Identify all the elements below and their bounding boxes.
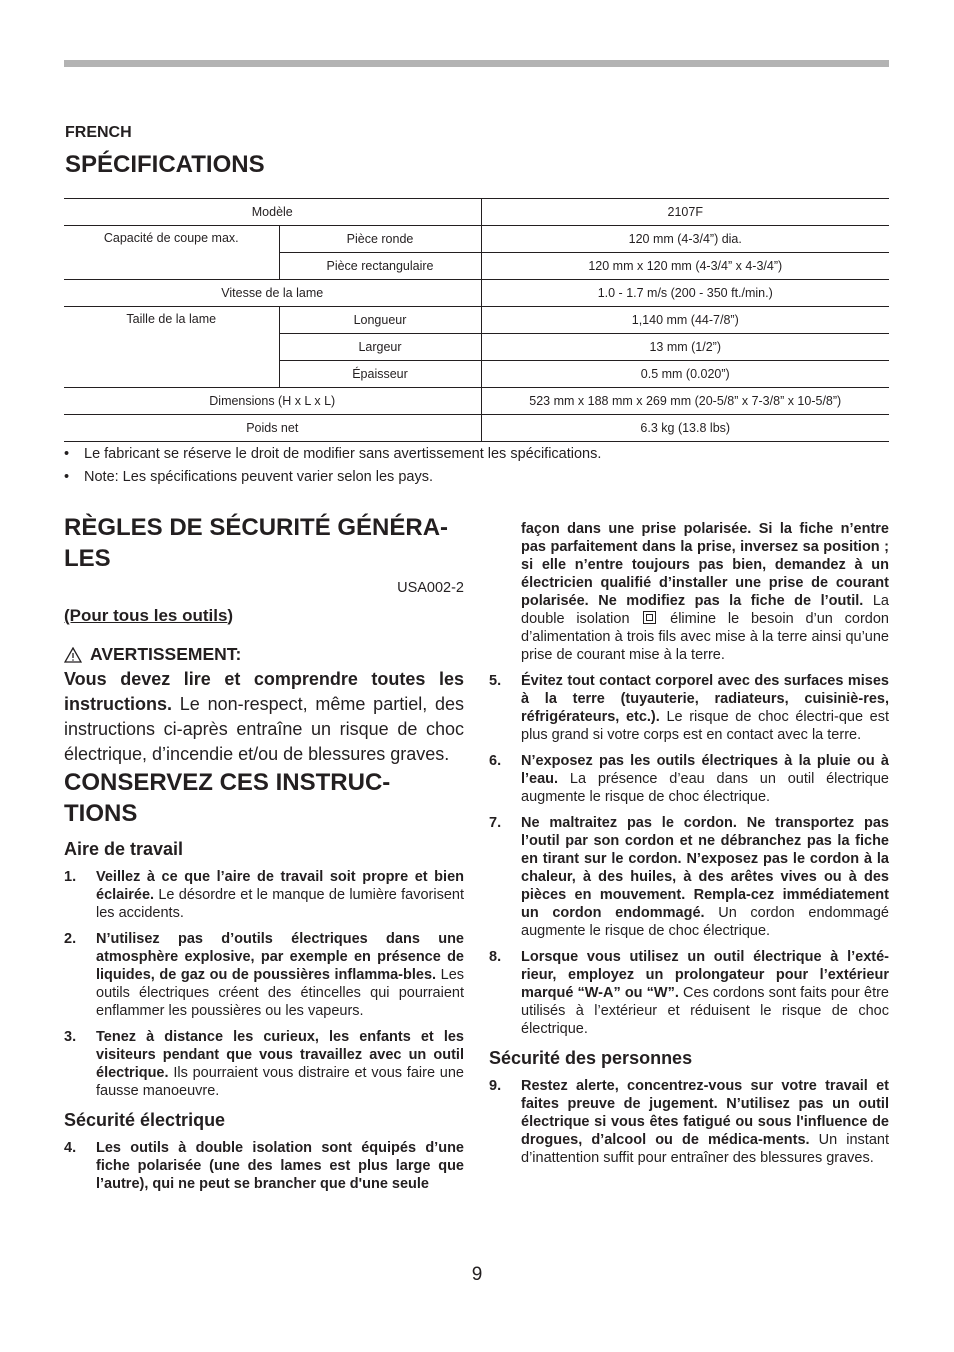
- table-cell: 6.3 kg (13.8 lbs): [481, 415, 889, 442]
- table-cell: 13 mm (1/2”): [481, 334, 889, 361]
- list-item: 3. Tenez à distance les curieux, les enfants et les visiteurs pendant que vous travaillez avec un outil électrique. Ils pourraient vous distraire et vous faire une fausse manoeuvre.: [64, 1029, 464, 1099]
- table-cell: Dimensions (H x L x L): [64, 388, 481, 415]
- page-title: SPÉCIFICATIONS: [65, 151, 265, 178]
- table-cell: Taille de la lame: [64, 307, 279, 388]
- rules-subtitle: (Pour tous les outils): [64, 606, 234, 625]
- specifications-table: [64, 198, 889, 442]
- table-row: [64, 307, 889, 334]
- table-cell: Pièce rectangulaire: [279, 253, 481, 280]
- table-cell: Largeur: [279, 334, 481, 361]
- warning-heading: AVERTISSEMENT:: [64, 644, 464, 665]
- table-cell: Poids net: [64, 415, 481, 442]
- list-item: 6. N’exposez pas les outils électriques à la pluie ou à l’eau. La présence d’eau dans un outil électrique augmente le risque de choc électrique.: [489, 753, 889, 805]
- page-number: 9: [471, 1264, 483, 1285]
- table-cell: Capacité de coupe max.: [64, 226, 279, 280]
- table-cell: 1,140 mm (44-7/8”): [481, 307, 889, 334]
- table-cell: 1.0 - 1.7 m/s (200 - 350 ft./min.): [481, 280, 889, 307]
- list-item: 4. Les outils à double isolation sont équipés d’une fiche polarisée (une des lames est plus large que l’autre), qui ne peut se brancher que d'une seule: [64, 1140, 464, 1192]
- list-item: 7. Ne maltraitez pas le cordon. Ne transportez pas l’outil par son cordon et ne débranchez pas la fiche en tirant sur le cordon. N’exposez pas le cordon à la chaleur, à des huiles, à des arêtes vives ou à des pièces en mouvement. Rempla-cez immédiatement un cordon endommagé. Un cordon endommagé augmente le risque de choc électrique.: [489, 815, 890, 939]
- list-item: 1. Veillez à ce que l’aire de travail soit propre et bien éclairée. Le désordre et le manque de lumière favorisent les accidents.: [64, 869, 465, 921]
- table-row: [64, 388, 889, 415]
- table-cell: Longueur: [279, 307, 481, 334]
- warning-text: Vous devez lire et comprendre toutes les instructions. Le non-respect, même partiel, des instructions ci-après entraîne un risque de choc électrique, d’incendie et/ou de blessures graves.: [64, 669, 464, 764]
- bullet-icon: •: [64, 469, 70, 485]
- spec-notes: [64, 443, 894, 489]
- table-cell: 2107F: [481, 199, 889, 226]
- left-column: [64, 512, 464, 1201]
- document-code: USA002-2: [397, 580, 464, 596]
- list-item: • Le fabricant se réserve le droit de modifier sans avertissement les spécifications.: [64, 443, 894, 466]
- table-row: [64, 226, 889, 253]
- list-item: • Note: Les spécifications peuvent varier selon les pays.: [64, 466, 894, 489]
- section-heading-personal: Sécurité des personnes: [489, 1048, 693, 1068]
- list-item: 5. Évitez tout contact corporel avec des surfaces mises à la terre (tuyauterie, radiateurs, cuisiniè-res, réfrigérateurs, etc.). Le risque de choc électri-que est plus grand si votre corps est en contact avec la terre.: [489, 673, 889, 743]
- table-cell: Épaisseur: [279, 361, 481, 388]
- top-rule: [64, 60, 889, 67]
- right-column: [489, 520, 889, 1175]
- table-cell: Vitesse de la lame: [64, 280, 481, 307]
- bullet-icon: •: [64, 446, 70, 462]
- table-cell: Pièce ronde: [279, 226, 481, 253]
- table-cell: 0.5 mm (0.020”): [481, 361, 889, 388]
- section-heading-work-area: Aire de travail: [64, 839, 184, 859]
- list-item: 8. Lorsque vous utilisez un outil électrique à l’exté-rieur, employez un prolongateur pour l’extérieur marqué “W-A” ou “W”. Ces cordons sont faits pour être utilisés à l’extérieur et réduisent le risque de choc électrique.: [489, 949, 889, 1037]
- double-insulation-icon: [643, 611, 656, 624]
- table-row: [64, 199, 889, 226]
- list-item-continuation: façon dans une prise polarisée. Si la fiche n’entre pas parfaitement dans la prise, inversez sa position ; si elle n’entre toujours pas bien, demandez à un électricien qualifié d’installer une prise de courant polarisée. Ne modifiez pas la fiche de l’outil. La double isolation élimine le besoin d’un cordon d’alimentation à trois fils avec mise à la terre ainsi qu’une prise de courant mise à la terre.: [521, 521, 889, 663]
- section-heading-electrical: Sécurité électrique: [64, 1110, 226, 1130]
- table-cell: 120 mm x 120 mm (4-3/4” x 4-3/4”): [481, 253, 889, 280]
- table-cell: Modèle: [64, 199, 481, 226]
- warning-triangle-icon: [64, 647, 82, 663]
- list-item: 9. Restez alerte, concentrez-vous sur votre travail et faites preuve de jugement. N’utilisez pas un outil électrique si vous êtes fatigué ou sous l'influence de drogues, d’alcool ou de médica-ments. Un instant d’inattention suffit pour entraîner des blessures graves.: [489, 1078, 889, 1166]
- conserve-title: CONSERVEZ CES INSTRUC- TIONS: [64, 769, 391, 827]
- rules-title: RÈGLES DE SÉCURITÉ GÉNÉRA- LES: [64, 514, 449, 572]
- list-item: 2. N’utilisez pas d’outils électriques dans une atmosphère explosive, par exemple en présence de liquides, de gaz ou de poussières inflamma-bles. Les outils électriques créent des étincelles qui pourraient enflammer les poussières ou les vapeurs.: [64, 931, 465, 1019]
- table-cell: 523 mm x 188 mm x 269 mm (20-5/8” x 7-3/8” x 10-5/8”): [481, 388, 889, 415]
- table-row: [64, 415, 889, 442]
- table-row: [64, 280, 889, 307]
- language-label: FRENCH: [65, 124, 132, 141]
- table-cell: 120 mm (4-3/4”) dia.: [481, 226, 889, 253]
